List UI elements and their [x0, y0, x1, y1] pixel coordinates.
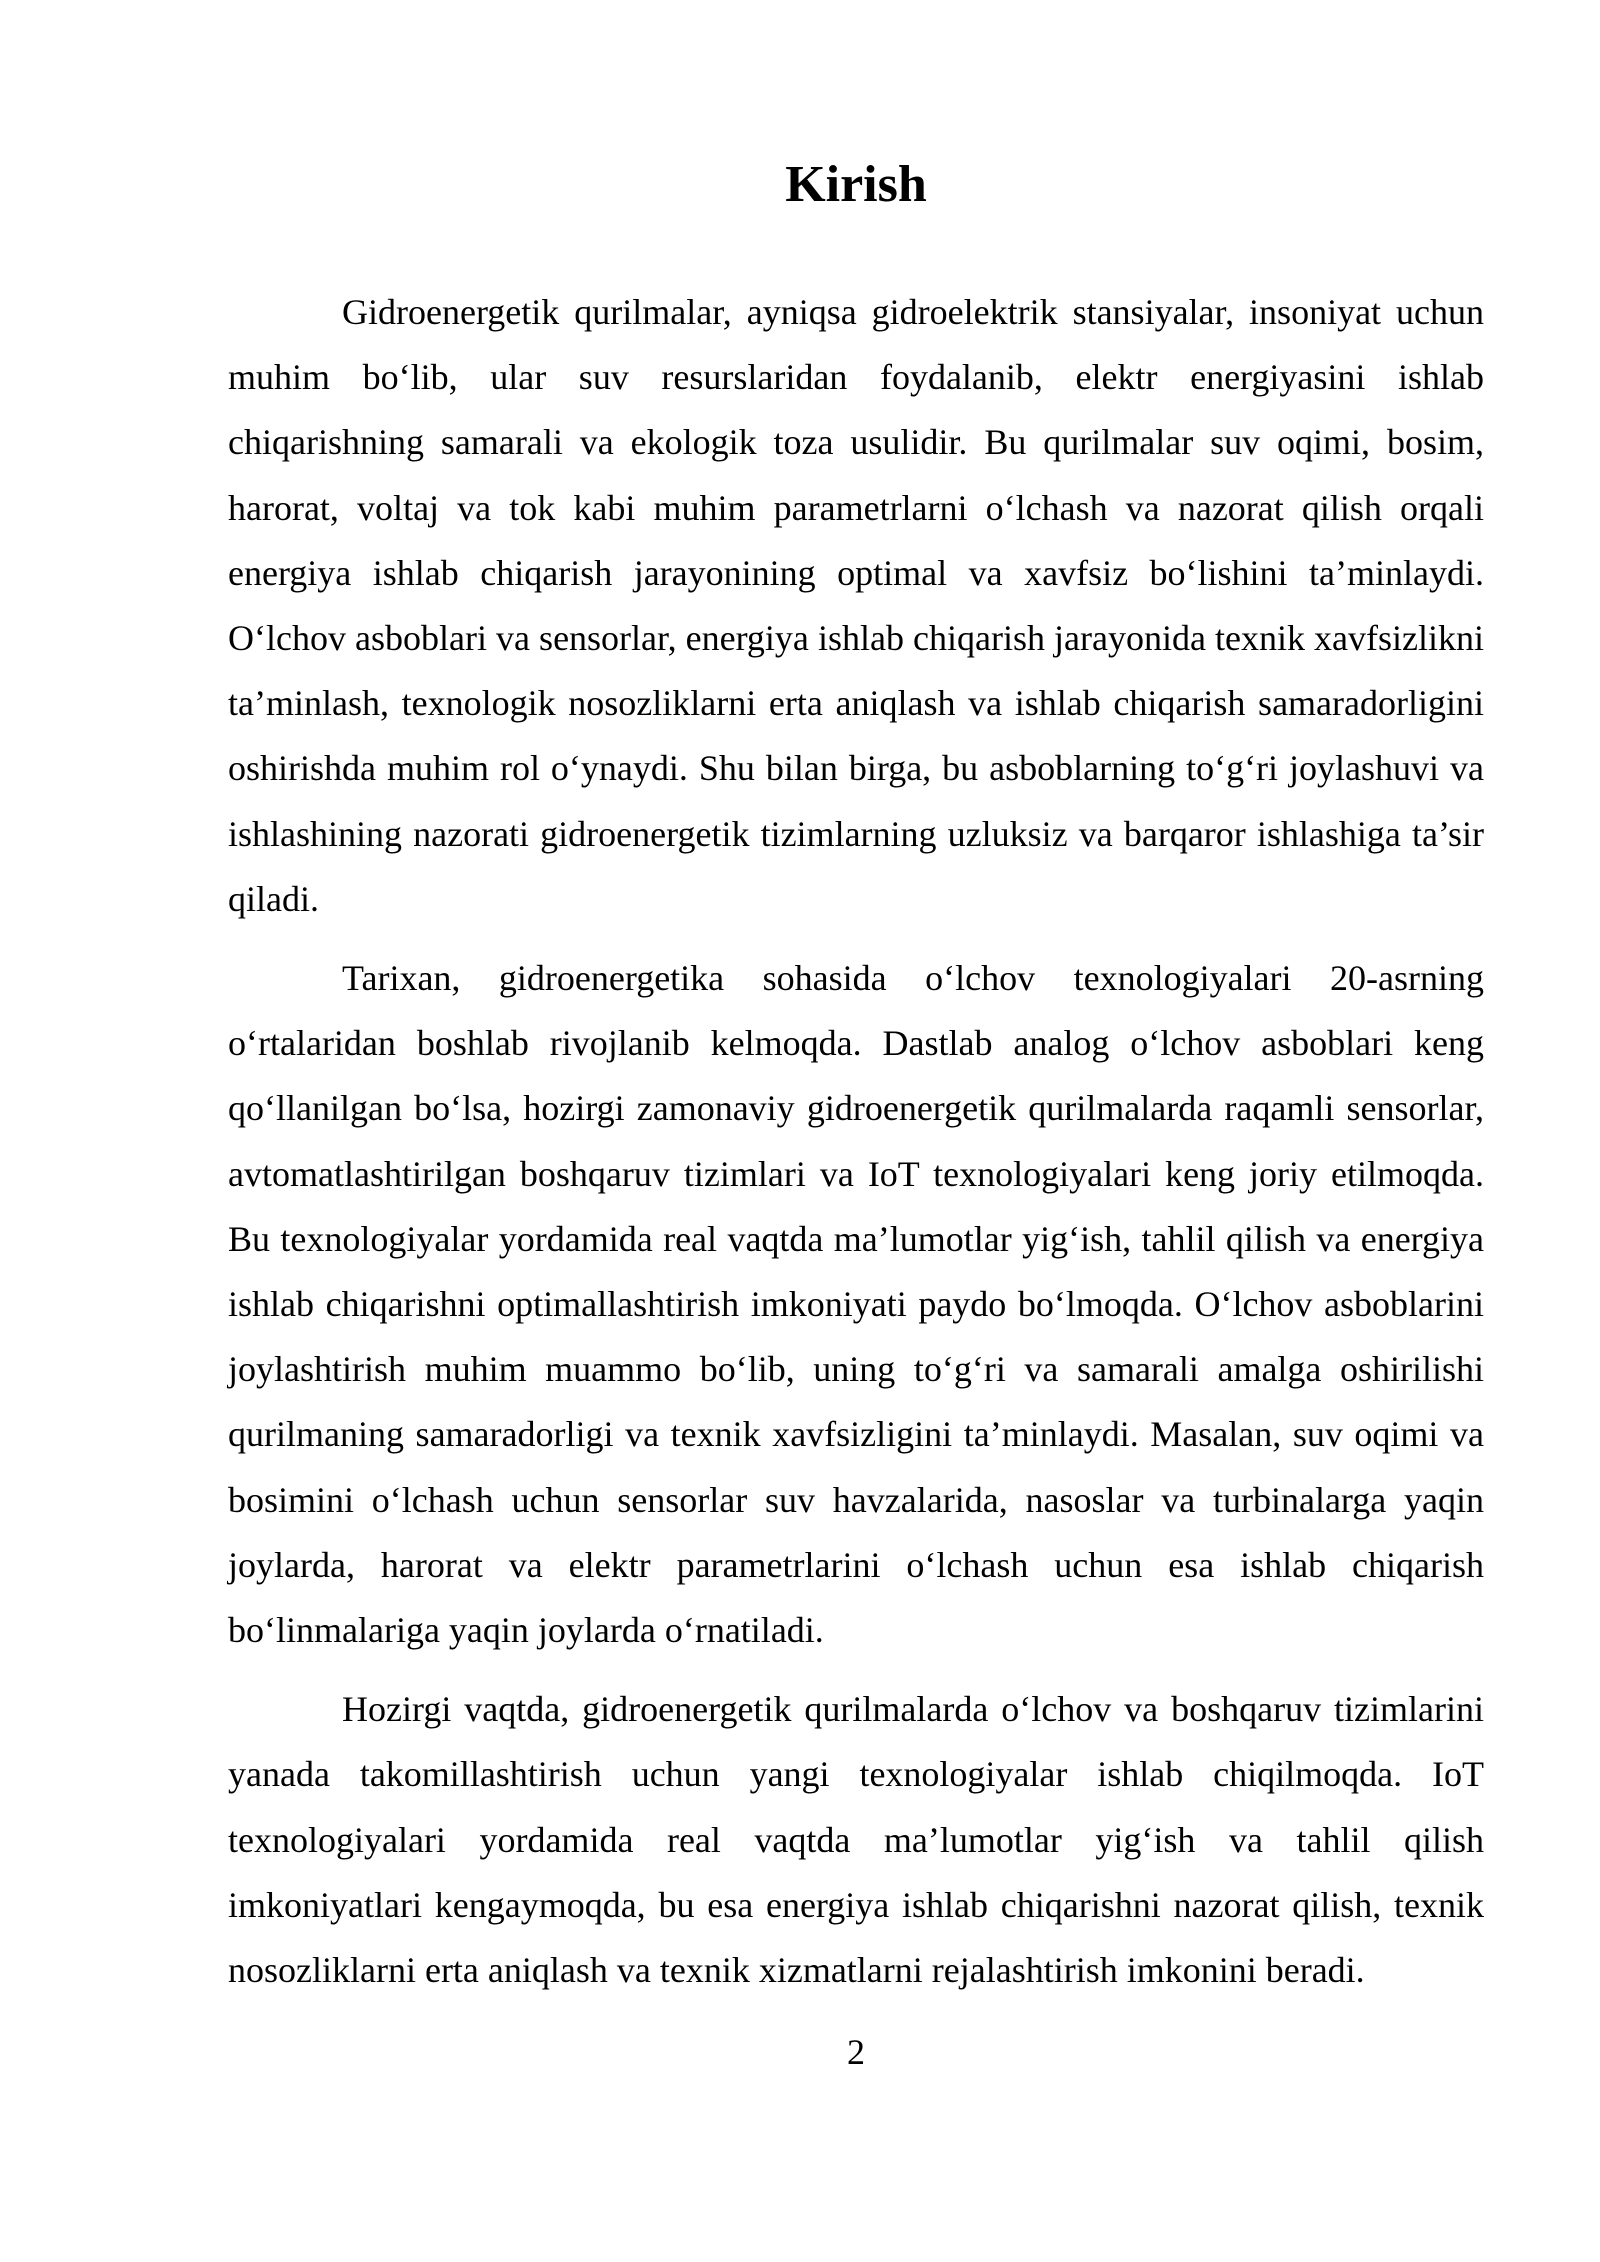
paragraph-3: Hozirgi vaqtda, gidroenergetik qurilmalarda o‘lchov va boshqaruv tizimlarini yanada takomillashtirish uchun yangi texnologiyalar ishlab chiqilmoqda. IoT texnologiyalari yordamida real vaqtda ma’lumotlar yig‘ish va tahlil qilish imkoniyatlari kengaymoqda, bu esa energiya ishlab chiqarishni nazorat qilish, texnik nosozliklarni erta aniqlash va texnik xizmatlarni rejalashtirish imkonini beradi. [228, 1689, 1484, 1991]
page-title: Kirish [785, 156, 927, 213]
page-number: 2 [847, 2032, 865, 2072]
paragraph-2: Tarixan, gidroenergetika sohasida o‘lchov texnologiyalari 20-asrning o‘rtalaridan boshlab rivojlanib kelmoqda. Dastlab analog o‘lchov asboblari keng qo‘llanilgan bo‘lsa, hozirgi zamonaviy gidroenergetik qurilmalarda raqamli sensorlar, avtomatlashtirilgan boshqaruv tizimlari va IoT texnologiyalari keng joriy etilmoqda. Bu texnologiyalar yordamida real vaqtda ma’lumotlar yig‘ish, tahlil qilish va energiya ishlab chiqarishni optimallashtirish imkoniyati paydo bo‘lmoqda. O‘lchov asboblarini joylashtirish muhim muammo bo‘lib, uning to‘g‘ri va samarali amalga oshirilishi qurilmaning samaradorligi va texnik xavfsizligini ta’minlaydi. Masalan, suv oqimi va bosimini o‘lchash uchun sensorlar suv havzalarida, nasoslar va turbinalarga yaqin joylarda, harorat va elektr parametrlarini o‘lchash uchun esa ishlab chiqarish bo‘linmalariga yaqin joylarda o‘rnatiladi. [228, 958, 1484, 1651]
body-text [228, 280, 1484, 2017]
paragraph-1: Gidroenergetik qurilmalar, ayniqsa gidroelektrik stansiyalar, insoniyat uchun muhim bo‘lib, ular suv resurslaridan foydalanib, elektr energiyasini ishlab chiqarishning samarali va ekologik toza usulidir. Bu qurilmalar suv oqimi, bosim, harorat, voltaj va tok kabi muhim parametrlarni o‘lchash va nazorat qilish orqali energiya ishlab chiqarish jarayonining optimal va xavfsiz bo‘lishini ta’minlaydi. O‘lchov asboblari va sensorlar, energiya ishlab chiqarish jarayonida texnik xavfsizlikni ta’minlash, texnologik nosozliklarni erta aniqlash va ishlab chiqarish samaradorligini oshirishda muhim rol o‘ynaydi. Shu bilan birga, bu asboblarning to‘g‘ri joylashuvi va ishlashining nazorati gidroenergetik tizimlarning uzluksiz va barqaror ishlashiga ta’sir qiladi. [228, 292, 1484, 919]
